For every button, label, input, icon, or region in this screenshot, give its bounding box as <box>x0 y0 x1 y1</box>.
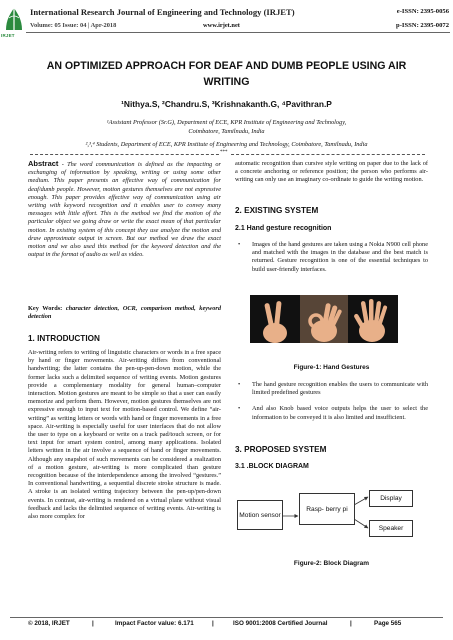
footer-separator: | <box>212 620 214 627</box>
footer-separator: | <box>92 620 94 627</box>
page-header <box>0 0 453 54</box>
affiliation-students: ²,³,⁴ Students, Department of ECE, KPR Institute of Engineering and Technology, Coimbatore, Tamilnadu, India <box>85 141 368 148</box>
divider-stars: *** <box>220 150 228 155</box>
keywords-label: Key Words: <box>28 305 63 312</box>
e-issn: e-ISSN: 2395-0056 <box>396 8 449 15</box>
existing-bullet-list <box>235 241 428 274</box>
footer-iso: ISO 9001:2008 Certified Journal <box>233 620 328 627</box>
subsection-block-diagram-heading: 3.1 .BLOCK DIAGRAM <box>235 463 309 470</box>
raspberry-pi-block: Rasp- berry pi <box>299 493 355 525</box>
journal-name: International Research Journal of Engineering and Technology (IRJET) <box>30 7 295 17</box>
display-block: Display <box>369 490 413 507</box>
header-divider <box>26 32 450 33</box>
keywords <box>28 305 221 321</box>
abstract-text: - The word communication is defined as the impacting or exchanging of information by speaking, writing or using some other medium. This paper presents an effective way of communication for deaf/dumb people. However, motion gestures themselves are not expressive enough. This paper provides effective way of communication using air writing with keyword recognition and it enables user to convey many messages with little effort. This is the method we find the motion of the particular object we going draw or write the exact mean of that particular motion. In existing system of this concept they use analyze the motion and draw approximate output in screen. But our method we draw the exact motion and we also used this method for the keyword detection and the output in the format of audio as well as video. <box>28 161 221 259</box>
affiliation-line-2: Coimbatore, Tamilnadu, India <box>188 128 265 135</box>
section-proposed-heading: 3. PROPOSED SYSTEM <box>235 445 327 454</box>
irjet-logo <box>4 4 24 32</box>
motion-sensor-block: Motion sensor <box>237 500 283 530</box>
footer-impact-factor: Impact Factor value: 6.171 <box>115 620 194 627</box>
footer-divider <box>10 617 443 618</box>
limitations-bullet-list <box>235 381 428 422</box>
list-item: • And also Knob based voice outputs helps the user to select the information to be conveyed it is also limited and insufficient. <box>235 405 428 421</box>
figure-1-caption: Figure-1: Hand Gestures <box>293 364 370 371</box>
introduction-continuation: automatic recognition than cursive style writing on paper due to the lack of a concrete anchoring or reference position; the person who performs air-writing can only use an imaginary co-ordinate to guide the writing motion. <box>235 160 428 184</box>
keywords-text: character detection, OCR, comparison method, keyword detection <box>28 305 221 321</box>
footer-copyright: © 2018, IRJET <box>28 620 70 627</box>
section-existing-heading: 2. EXISTING SYSTEM <box>235 206 319 215</box>
logo-text: IRJET <box>1 33 15 38</box>
paper-authors: ¹Nithya.S, ²Chandru.S, ³Krishnakanth.G, ⁴Pavithran.P <box>121 99 332 109</box>
introduction-text: Air-writing refers to writing of linguistic characters or words in a free space by hand or finger movements. Air-writing differs from conventional handwriting; the latter contains the pen-up-pen-down motion, while the former lacks such a delimited sequence of writing events. Motion gestures provide a complementary modality for general human–computer interaction. Motion gestures are meant to be simple so that a user can easily memorize and perform them. However, motion gestures themselves are not expressive enough to input text for motion-based control. We define “air-writing” as writing letters or words with hand or finger movements in a free space. Air-writing is especially useful for user interfaces that do not allow the user to type on a keyboard or write on a track pad/touch screen, or for text input for smart system control, among many applications. Isolated letters written in the air involve a sequence of hand or finger movements. Although any snapshot of such movements can be considered a realization of a motion gesture, air-writing is more complicated than gesture recognition because of the interdependence among the involved “gestures.” In conventional handwriting, a sequential discrete stroke structure is made. A stroke is an isolated writing trajectory between the pen-up/pen-down events. In contrast, air-writing is rendered on a virtual plane without visual feedback and lacks the delimited sequence of writing events. Air-writing is also more complex for <box>28 349 221 521</box>
abstract <box>28 160 221 259</box>
abstract-label: Abstract <box>28 159 59 168</box>
speaker-block: Speaker <box>369 520 413 537</box>
subsection-hand-gesture-heading: 2.1 Hand gesture recognition <box>235 225 332 232</box>
footer-page-number: Page 565 <box>374 620 402 627</box>
paper-title: AN OPTIMIZED APPROACH FOR DEAF AND DUMB PEOPLE USING AIR WRITING <box>46 60 407 88</box>
affiliation-primary <box>12 118 441 136</box>
volume-issue: Volume: 05 Issue: 04 | Apr-2018 <box>30 22 117 29</box>
list-item: • Images of the hand gestures are taken using a Nokia N900 cell phone and matched with the images in the database and the best match is returned. Gesture recognition is one of the essential techniques to build user-friendly interfaces. <box>235 241 428 274</box>
website-link[interactable]: www.irjet.net <box>203 22 240 29</box>
footer-separator: | <box>350 620 352 627</box>
section-introduction-heading: 1. INTRODUCTION <box>28 334 100 343</box>
list-item: • The hand gesture recognition enables the users to communicate with limited predefined gestures <box>235 381 428 397</box>
figure-2-caption: Figure-2: Block Diagram <box>293 560 370 567</box>
p-issn: p-ISSN: 2395-0072 <box>396 22 449 29</box>
affiliation-line-1: ¹Assistant Professor (Sr.G), Department of ECE, KPR Institute of Engineering and Technology, <box>106 119 347 126</box>
hand-gestures-image <box>250 295 398 343</box>
